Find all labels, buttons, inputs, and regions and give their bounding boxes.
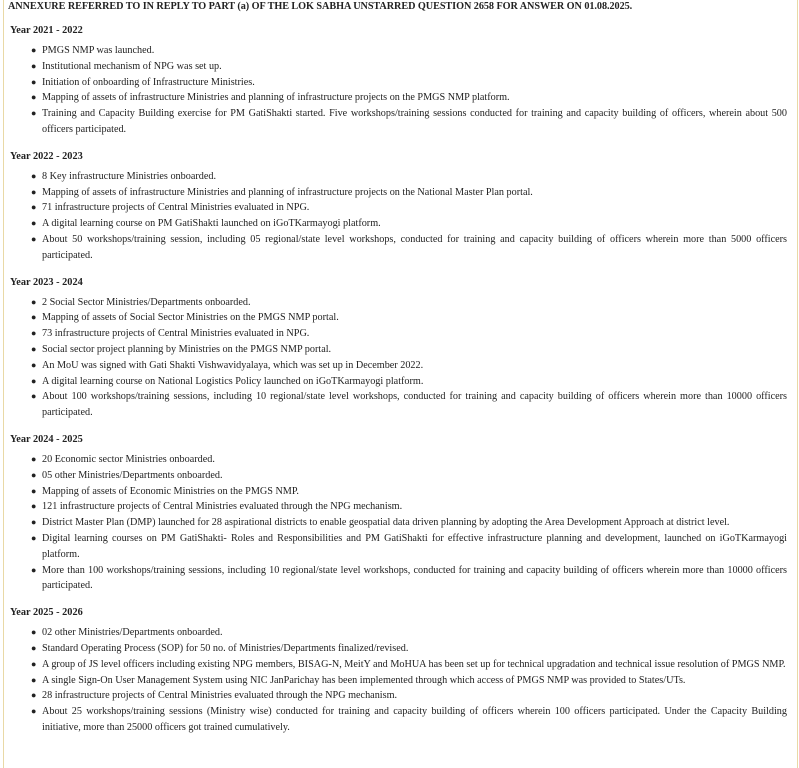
list-item-text: Digital learning courses on PM GatiShakti- Roles and Responsibilities and PM GatiShakti for effective infrastructure planning and development, launched on iGoTKarmayogi platform. <box>42 532 787 560</box>
list-item-text: 02 other Ministries/Departments onboarded. <box>42 627 223 639</box>
list-item-text: A single Sign-On User Management System using NIC JanParichay has been implemented through which access of PMGS NMP was provided to States/UTs. <box>42 674 686 686</box>
bullet-icon: ● <box>31 532 37 543</box>
year-heading: Year 2021 - 2022 <box>10 25 83 36</box>
list-item <box>31 452 795 468</box>
list-item <box>31 688 795 704</box>
year-heading: Year 2023 - 2024 <box>10 276 83 288</box>
bullet-icon: ● <box>31 186 37 197</box>
list-item-text: Mapping of assets of infrastructure Ministries and planning of infrastructure projects on the National Master Plan portal. <box>42 186 533 198</box>
list-item-text: Standard Operating Process (SOP) for 50 no. of Ministries/Departments finalized/revised. <box>42 642 409 654</box>
list-item-text: 73 infrastructure projects of Central Ministries evaluated in NPG. <box>42 328 310 340</box>
bullet-icon: ● <box>31 359 37 370</box>
bullet-icon: ● <box>31 343 37 354</box>
list-item <box>31 673 795 689</box>
list-item <box>31 657 795 673</box>
bullet-icon: ● <box>31 658 37 669</box>
page-border-left <box>3 0 4 768</box>
year-section-2022-2023 <box>8 150 795 264</box>
bullet-icon: ● <box>31 375 37 386</box>
bullet-icon: ● <box>31 312 37 323</box>
bullet-icon: ● <box>31 501 37 512</box>
bullet-icon: ● <box>31 76 37 87</box>
list-item-text: A digital learning course on PM GatiShakti launched on iGoTKarmayogi platform. <box>42 218 381 230</box>
bullet-icon: ● <box>31 517 37 528</box>
list-item <box>31 106 795 138</box>
list-item <box>31 389 795 421</box>
list-item-text: Social sector project planning by Ministries on the PMGS NMP portal. <box>42 343 332 355</box>
bullet-icon: ● <box>31 674 37 685</box>
list-item <box>31 169 795 185</box>
list-item <box>31 704 795 736</box>
list-item <box>31 295 795 311</box>
list-item-text: About 100 workshops/training sessions, including 10 regional/state level workshops, conducted for training and capacity building of officers wherein more than 10000 officers participated. <box>42 391 787 419</box>
milestone-list <box>8 169 795 264</box>
bullet-icon: ● <box>31 45 37 55</box>
list-item <box>31 59 795 75</box>
list-item-text: More than 100 workshops/training sessions, including 10 regional/state level workshops, conducted for training and capacity building of officers wherein more than 10000 officers participated. <box>42 564 787 592</box>
list-item-text: 20 Economic sector Ministries onboarded. <box>42 453 215 465</box>
page-title: ANNEXURE REFERRED TO IN REPLY TO PART (a) OF THE LOK SABHA UNSTARRED QUESTION 2658 FOR ANSWER ON 01.08.2025. <box>8 1 633 12</box>
bullet-icon: ● <box>31 108 37 119</box>
list-item <box>31 531 795 563</box>
bullet-icon: ● <box>31 328 37 339</box>
year-heading: Year 2022 - 2023 <box>10 150 83 162</box>
milestone-list <box>8 295 795 421</box>
list-item-text: District Master Plan (DMP) launched for 28 aspirational districts to enable geospatial data driven planning by adopting the Area Development Approach at district level. <box>42 517 730 529</box>
list-item <box>31 90 795 106</box>
list-item-text: An MoU was signed with Gati Shakti Vishwavidyalaya, which was set up in December 2022. <box>42 359 424 371</box>
list-item-text: A group of JS level officers including existing NPG members, BISAG-N, MeitY and MoHUA has been set up for technical upgradation and technical issue resolution of PMGS NMP. <box>42 658 786 670</box>
bullet-icon: ● <box>31 218 37 229</box>
list-item <box>31 641 795 657</box>
bullet-icon: ● <box>31 469 37 480</box>
list-item <box>31 43 795 59</box>
bullet-icon: ● <box>31 642 37 653</box>
list-item-text: Mapping of assets of Economic Ministries on the PMGS NMP. <box>42 485 299 497</box>
list-item-text: 28 infrastructure projects of Central Ministries evaluated through the NPG mechanism. <box>42 690 398 702</box>
list-item-text: Initiation of onboarding of Infrastructure Ministries. <box>42 76 255 88</box>
list-item-text: Mapping of assets of Social Sector Ministries on the PMGS NMP portal. <box>42 312 339 324</box>
bullet-icon: ● <box>31 296 37 307</box>
list-item-text: 2 Social Sector Ministries/Departments onboarded. <box>42 296 251 308</box>
list-item <box>31 342 795 358</box>
bullet-icon: ● <box>31 485 37 496</box>
list-item-text: Training and Capacity Building exercise for PM GatiShakti started. Five workshops/training sessions conducted for training and capacity building of officers, wherein about 500 officers participated. <box>42 108 787 135</box>
list-item <box>31 216 795 232</box>
milestone-list <box>8 43 795 138</box>
list-item <box>31 374 795 390</box>
bullet-icon: ● <box>31 690 37 701</box>
milestone-list <box>8 452 795 594</box>
list-item <box>31 326 795 342</box>
list-item-text: Institutional mechanism of NPG was set up. <box>42 60 222 72</box>
list-item <box>31 310 795 326</box>
list-item-text: A digital learning course on National Logistics Policy launched on iGoTKarmayogi platform. <box>42 375 424 387</box>
list-item-text: 05 other Ministries/Departments onboarded. <box>42 469 223 481</box>
list-item-text: 71 infrastructure projects of Central Ministries evaluated in NPG. <box>42 202 310 214</box>
list-item-text: About 25 workshops/training sessions (Ministry wise) conducted for training and capacity building of officers wherein 100 officers participated. Under the Capacity Building initiative, more than 25000 officers got trained cumulatively. <box>42 706 787 733</box>
bullet-icon: ● <box>31 564 37 575</box>
bullet-icon: ● <box>31 233 37 244</box>
list-item <box>31 358 795 374</box>
list-item <box>31 468 795 484</box>
list-item-text: Mapping of assets of infrastructure Ministries and planning of infrastructure projects on the PMGS NMP platform. <box>42 92 510 104</box>
list-item-text: 8 Key infrastructure Ministries onboarded. <box>42 170 216 182</box>
bullet-icon: ● <box>31 453 37 464</box>
bullet-icon: ● <box>31 391 37 402</box>
list-item <box>31 232 795 264</box>
bullet-icon: ● <box>31 706 37 717</box>
list-item <box>31 185 795 201</box>
year-section-2024-2025 <box>8 433 795 594</box>
milestone-list <box>8 625 795 736</box>
bullet-icon: ● <box>31 92 37 103</box>
year-section-2023-2024 <box>8 276 795 421</box>
year-heading: Year 2025 - 2026 <box>10 607 83 619</box>
list-item <box>31 484 795 500</box>
year-section-2021-2022 <box>8 24 795 138</box>
year-sections <box>8 24 795 736</box>
list-item-text: 121 infrastructure projects of Central Ministries evaluated through the NPG mechanism. <box>42 501 403 513</box>
page-border-right <box>797 0 798 768</box>
list-item <box>31 515 795 531</box>
list-item <box>31 75 795 91</box>
year-heading: Year 2024 - 2025 <box>10 433 83 445</box>
bullet-icon: ● <box>31 170 37 181</box>
bullet-icon: ● <box>31 60 37 71</box>
bullet-icon: ● <box>31 627 37 638</box>
list-item-text: PMGS NMP was launched. <box>42 45 155 56</box>
bullet-icon: ● <box>31 202 37 213</box>
year-section-2025-2026 <box>8 606 795 736</box>
list-item <box>31 200 795 216</box>
list-item-text: About 50 workshops/training session, including 05 regional/state level workshops, conducted for training and capacity building of officers wherein more than 5000 officers participated. <box>42 233 787 261</box>
list-item <box>31 499 795 515</box>
list-item <box>31 563 795 595</box>
list-item <box>31 625 795 641</box>
